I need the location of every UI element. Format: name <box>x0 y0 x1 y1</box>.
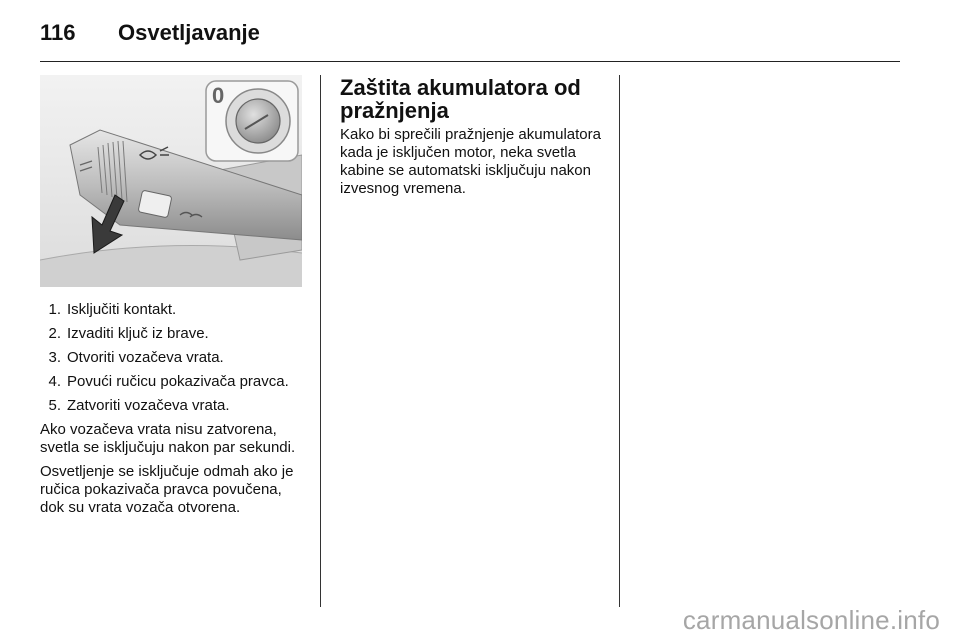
step-number: 5. <box>48 397 61 414</box>
step-number: 1. <box>48 301 61 318</box>
immediate-off-paragraph: Osvetljenje se isključuje odmah ako je ručica pokazivača pravca povučena, dok su vrata vozača otvorena. <box>40 463 294 516</box>
column-divider-left <box>320 75 321 607</box>
column-divider-right <box>619 75 620 607</box>
step-number: 4. <box>48 373 61 390</box>
step-text: Povući ručicu pokazivača pravca. <box>67 373 289 390</box>
page-number: 116 <box>40 20 76 45</box>
left-column-text <box>40 301 310 523</box>
list-item <box>40 373 310 391</box>
battery-protection-paragraph: Kako bi sprečili pražnjenje akumulatora kada je isključen motor, neka svetla kabine se automatski isključuju nakon izvesnog vremena. <box>340 126 601 197</box>
list-item <box>40 397 310 415</box>
ignition-off-label: 0 <box>212 83 225 108</box>
list-item <box>40 325 310 343</box>
section-title: Osvetljavanje <box>118 20 260 45</box>
step-number: 3. <box>48 349 61 366</box>
page-header <box>40 18 900 48</box>
stalk-illustration <box>40 75 302 287</box>
watermark: carmanualsonline.info <box>682 605 940 635</box>
doors-open-paragraph: Ako vozačeva vrata nisu zatvorena, svetla se isključuju nakon par sekundi. <box>40 421 296 456</box>
step-text: Isključiti kontakt. <box>67 301 177 318</box>
middle-column <box>340 76 608 198</box>
header-rule <box>40 61 900 62</box>
steps-list <box>40 301 310 415</box>
step-text: Zatvoriti vozačeva vrata. <box>67 397 230 414</box>
step-text: Izvaditi ključ iz brave. <box>67 325 209 342</box>
step-number: 2. <box>48 325 61 342</box>
list-item <box>40 349 310 367</box>
stalk-illustration-drawing <box>40 75 302 287</box>
section-heading: Zaštita akumulatora od pražnjenja <box>340 75 581 123</box>
list-item <box>40 301 310 319</box>
step-text: Otvoriti vozačeva vrata. <box>67 349 224 366</box>
